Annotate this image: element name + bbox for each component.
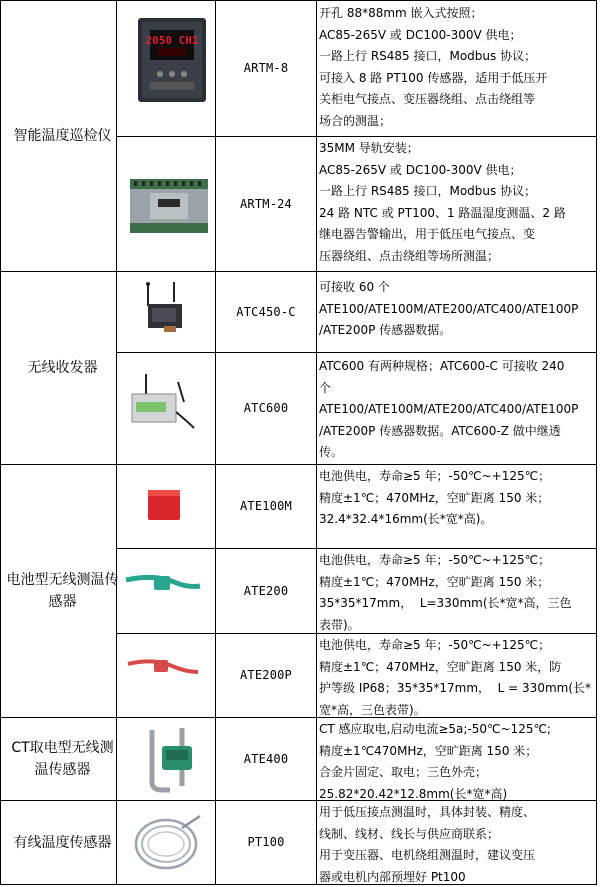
description-line: 一路上行 RS485 接口，Modbus 协议； bbox=[319, 49, 537, 64]
description-line: 用于低压接点测温时，具体封装、精度、 bbox=[319, 805, 536, 819]
description-line: 精度±1℃；470MHz，空旷距离 150 米； bbox=[319, 574, 550, 589]
model-cell bbox=[216, 137, 316, 271]
model-cell bbox=[216, 718, 316, 800]
model-cell bbox=[216, 1, 316, 136]
description-line: CT 感应取电,启动电流≥5a;-50℃~125℃; bbox=[319, 722, 551, 736]
description-cell bbox=[319, 138, 595, 271]
description-cell bbox=[319, 719, 595, 800]
description-line: 35MM 导轨安装； bbox=[319, 141, 419, 155]
category-label: 有线温度传感器 bbox=[13, 834, 112, 851]
description-line: ATC600 有两种规格；ATC600-C 可接收 240 bbox=[319, 359, 565, 373]
ate200-product-image bbox=[124, 568, 202, 598]
artm24-product-image bbox=[128, 173, 210, 239]
description-line: 25.82*20.42*12.8mm(长*宽*高) bbox=[319, 786, 508, 800]
description-line: /ATE200P 传感器数据。ATC600-Z 做中继透 bbox=[319, 423, 561, 438]
description-cell bbox=[319, 466, 595, 548]
meter-display-value: 2050 CH1 bbox=[145, 34, 199, 47]
model-label: ARTM-8 bbox=[243, 61, 289, 75]
description-cell bbox=[319, 356, 595, 464]
category-cell bbox=[1, 801, 124, 884]
category-label: CT取电型无线测温传感器 bbox=[11, 740, 114, 778]
category-cell bbox=[1, 1, 124, 271]
description-line: 继电器告警输出，用于低压电气接点、变 bbox=[319, 227, 536, 242]
description-line: 一路上行 RS485 接口，Modbus 协议； bbox=[319, 184, 537, 199]
model-label: ATC450-C bbox=[236, 304, 296, 319]
description-line: 合金片固定、取电；三色外壳； bbox=[319, 765, 488, 780]
description-line: 电池供电，寿命≥5 年；-50℃~+125℃； bbox=[319, 469, 551, 483]
description-cell bbox=[319, 550, 595, 633]
model-cell bbox=[216, 272, 316, 352]
description-line: 35*35*17mm， L=330mm(长*宽*高，三色 bbox=[319, 596, 572, 611]
model-label: ATE100M bbox=[240, 499, 292, 513]
description-line: 线制、线材、线长与供应商联系； bbox=[319, 826, 500, 841]
description-cell bbox=[319, 3, 595, 136]
description-line: 精度±1℃470MHz，空旷距离 150 米； bbox=[319, 743, 538, 758]
category-cell bbox=[1, 272, 124, 464]
description-line: 精度±1℃；470MHz，空旷距离 150 米，防 bbox=[319, 659, 562, 674]
row-divider-artm bbox=[116, 136, 597, 137]
model-label: PT100 bbox=[247, 835, 285, 849]
row-divider-ate200 bbox=[116, 633, 597, 634]
model-label: ATE400 bbox=[243, 751, 289, 766]
model-cell bbox=[216, 634, 316, 717]
category-cell bbox=[1, 718, 124, 800]
model-label: ARTM-24 bbox=[240, 196, 292, 211]
table-border-right bbox=[596, 0, 597, 885]
description-line: 器或电机内部预埋好 Pt100 bbox=[319, 869, 466, 884]
description-line: 32.4*32.4*16mm(长*宽*高)。 bbox=[319, 512, 493, 527]
description-line: 表带)。 bbox=[319, 617, 360, 632]
pt100-product-image bbox=[126, 810, 206, 876]
atc450c-product-image bbox=[134, 278, 194, 342]
description-line: 传。 bbox=[319, 445, 344, 460]
category-label: 电池型无线测温传感器 bbox=[6, 572, 119, 610]
description-line: 宽*高，三色表带)。 bbox=[319, 702, 426, 717]
description-line: ATE100/ATE100M/ATE200/ATC400/ATE100P bbox=[319, 402, 579, 417]
model-cell bbox=[216, 353, 316, 464]
model-cell bbox=[216, 465, 316, 548]
description-line: 精度±1℃；470MHz，空旷距离 150 米； bbox=[319, 490, 550, 505]
model-label: ATE200 bbox=[243, 583, 289, 598]
description-line: AC85-265V 或 DC100-300V 供电； bbox=[319, 162, 522, 177]
description-line: ATE100/ATE100M/ATE200/ATC400/ATE100P bbox=[319, 301, 579, 316]
description-line: 压器绕组、点击绕组等场所测温； bbox=[319, 248, 500, 263]
category-label: 无线收发器 bbox=[27, 360, 98, 376]
model-cell bbox=[216, 801, 316, 884]
description-line: 关柜电气接点、变压器绕组、点击绕组等 bbox=[319, 92, 536, 107]
description-line: /ATE200P 传感器数据。 bbox=[319, 323, 452, 338]
description-cell bbox=[319, 277, 595, 352]
description-line: 个 bbox=[319, 380, 332, 395]
row-divider-bottom bbox=[0, 884, 597, 885]
description-line: 可接收 60 个 bbox=[319, 280, 390, 294]
description-line: 用于变压器、电机绕组测温时，建议变压 bbox=[319, 848, 536, 863]
description-line: 可接入 8 路 PT100 传感器，适用于低压开 bbox=[319, 70, 548, 85]
description-line: 电池供电，寿命≥5 年；-50℃~+125℃； bbox=[319, 638, 551, 652]
model-cell bbox=[216, 549, 316, 633]
column-divider-3 bbox=[316, 0, 317, 885]
description-line: 开孔 88*88mm 嵌入式按照； bbox=[319, 6, 483, 20]
description-line: 电池供电，寿命≥5 年；-50℃~+125℃； bbox=[319, 553, 551, 567]
description-line: AC85-265V 或 DC100-300V 供电； bbox=[319, 27, 522, 42]
description-line: 24 路 NTC 或 PT100、1 路温湿度测温、2 路 bbox=[319, 205, 566, 220]
description-cell bbox=[319, 802, 595, 884]
category-cell bbox=[1, 465, 124, 717]
description-cell bbox=[319, 635, 595, 717]
description-line: 护等级 IP68；35*35*17mm， L = 330mm(长* bbox=[319, 681, 592, 696]
row-divider-atc bbox=[116, 352, 597, 353]
ate200p-product-image bbox=[126, 654, 200, 680]
description-line: 场合的测温； bbox=[319, 113, 392, 128]
row-divider-ate100m bbox=[116, 548, 597, 549]
model-label: ATE200P bbox=[240, 668, 292, 682]
model-label: ATC600 bbox=[243, 401, 289, 415]
category-label: 智能温度巡检仪 bbox=[13, 128, 112, 144]
artm8-product-image bbox=[136, 16, 208, 104]
ate400-product-image bbox=[138, 724, 204, 794]
ate100m-product-image bbox=[146, 486, 182, 522]
atc600-product-image bbox=[122, 372, 200, 434]
